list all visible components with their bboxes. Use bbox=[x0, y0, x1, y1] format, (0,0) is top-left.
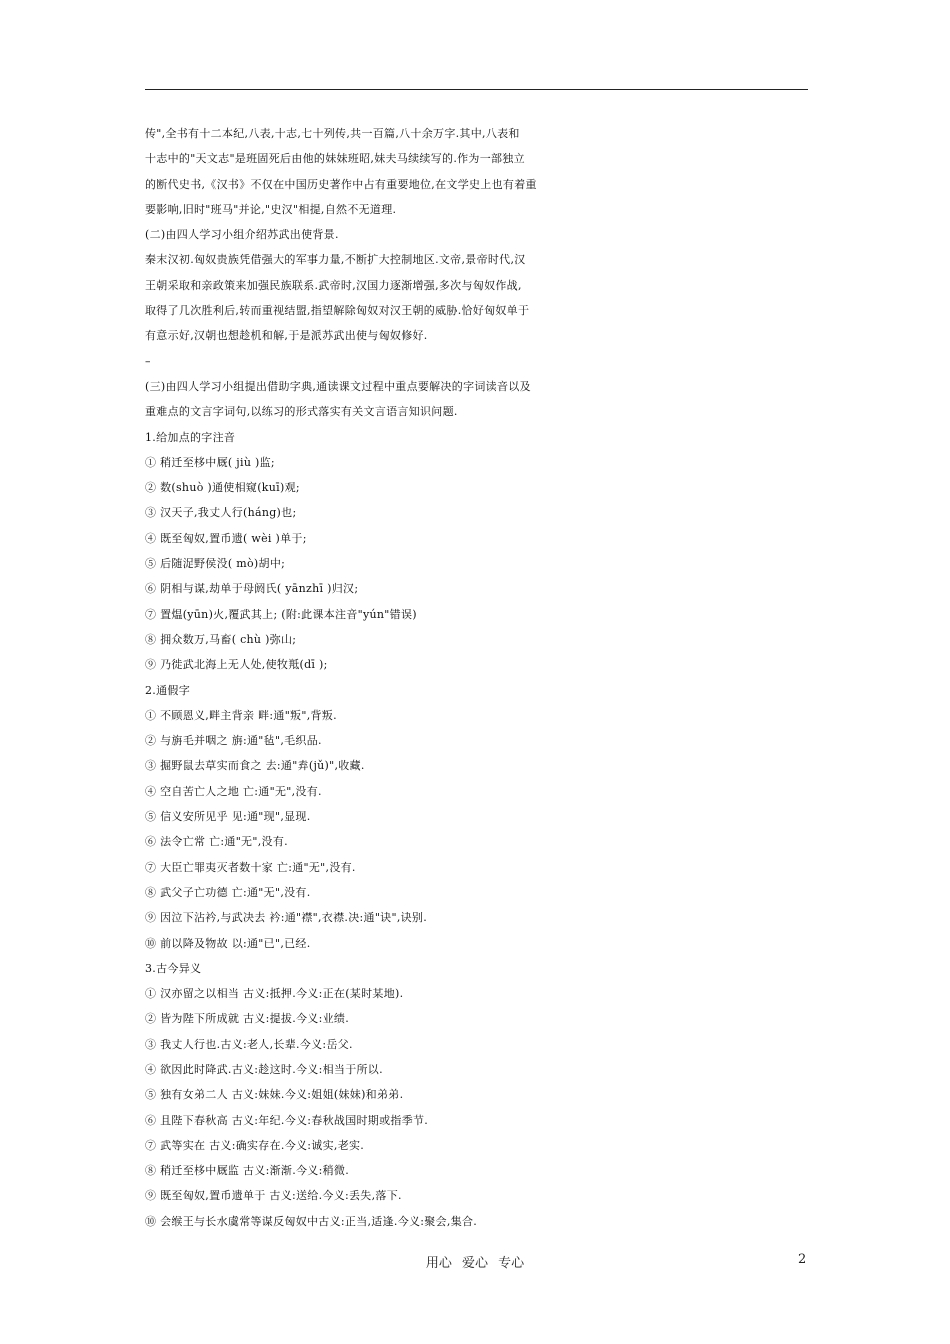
text-line: ⑧ 武父子亡功德 亡:通"无",没有. bbox=[145, 885, 311, 899]
text-line: 传",全书有十二本纪,八表,十志,七十列传,共一百篇,八十余万字.其中,八表和 bbox=[145, 127, 520, 140]
text-line: 的断代史书,《汉书》不仅在中国历史著作中占有重要地位,在文学史上也有着重 bbox=[145, 177, 537, 191]
page-number: 2 bbox=[798, 1252, 807, 1267]
text-line: ③ 掘野鼠去草实而食之 去:通"弆(jǔ)",收藏. bbox=[145, 759, 365, 773]
text-line: ② 皆为陛下所成就 古义:提拔.今义:业绩. bbox=[145, 1012, 349, 1026]
text-line: ⑨ 因泣下沾衿,与武决去 衿:通"襟",衣襟.决:通"诀",诀别. bbox=[145, 911, 428, 925]
text-line: ⑩ 会缑王与长水虞常等谋反匈奴中古义:正当,适逢.今义:聚会,集合. bbox=[145, 1214, 478, 1228]
text-line: ⑨ 既至匈奴,置币遗单于 古义:送给.今义:丢失,落下. bbox=[145, 1189, 402, 1203]
text-line: (三)由四人学习小组提出借助字典,通读课文过程中重点要解决的字词读音以及 bbox=[145, 379, 531, 393]
text-line: ⑦ 置煴(yūn)火,覆武其上; (附:此课本注音"yún"错误) bbox=[145, 607, 417, 621]
text-line: ④ 欲因此时降武.古义:趁这时.今义:相当于所以. bbox=[145, 1062, 383, 1076]
text-line: ③ 汉天子,我丈人行(háng)也; bbox=[145, 506, 297, 520]
text-line: ② 数(shuò )通使相窥(kuī)观; bbox=[145, 481, 300, 495]
text-line: ① 不顾恩义,畔主背亲 畔:通"叛",背叛. bbox=[145, 708, 337, 722]
text-line: ① 汉亦留之以相当 古义:抵押.今义:正在(某时某地). bbox=[145, 987, 404, 1001]
text-line: 十志中的"天文志"是班固死后由他的妹妹班昭,妹夫马续续写的.作为一部独立 bbox=[145, 152, 525, 166]
text-line: 3.古今异义 bbox=[145, 961, 202, 975]
text-line: ④ 既至匈奴,置币遗( wèi )单于; bbox=[145, 531, 307, 545]
text-line: ⑤ 信义安所见乎 见:通"现",显现. bbox=[145, 810, 311, 824]
text-line: ⑤ 后随浞野侯没( mò)胡中; bbox=[145, 557, 286, 571]
text-line: 有意示好,汉朝也想趁机和解,于是派苏武出使与匈奴修好. bbox=[145, 329, 428, 343]
text-line: ② 与旃毛并咽之 旃:通"毡",毛织品. bbox=[145, 734, 322, 748]
text-line: ⑩ 前以降及物故 以:通"已",已经. bbox=[145, 936, 311, 950]
text-line: ⑥ 法令亡常 亡:通"无",没有. bbox=[145, 835, 288, 849]
text-line: (二)由四人学习小组介绍苏武出使背景. bbox=[145, 228, 339, 242]
text-line: ⑥ 阴相与谋,劫单于母阏氏( yānzhī )归汉; bbox=[145, 582, 359, 596]
text-line: ⑤ 独有女弟二人 古义:妹妹.今义:姐姐(妹妹)和弟弟. bbox=[145, 1088, 404, 1102]
text-line: ⑧ 稍迁至栘中厩监 古义:渐渐.今义:稍微. bbox=[145, 1164, 349, 1178]
footer-text: 用心 爱心 专心 bbox=[425, 1256, 525, 1271]
text-line: 1.给加点的字注音 bbox=[145, 430, 236, 444]
document-body bbox=[145, 121, 815, 1234]
text-line: ⑥ 且陛下春秋高 古义:年纪.今义:春秋战国时期或指季节. bbox=[145, 1113, 429, 1127]
text-line: 2.通假字 bbox=[145, 683, 190, 697]
text-line: 重难点的文言字词句,以练习的形式落实有关文言语言知识问题. bbox=[145, 405, 458, 419]
text-line: 王朝采取和亲政策来加强民族联系.武帝时,汉国力逐渐增强,多次与匈奴作战, bbox=[145, 278, 522, 292]
text-line: 要影响,旧时"班马"并论,"史汉"相提,自然不无道理. bbox=[145, 202, 397, 216]
text-line: ⑧ 拥众数万,马畜( chù )弥山; bbox=[145, 632, 297, 646]
text-line: 取得了几次胜利后,转而重视结盟,指望解除匈奴对汉王朝的威胁.恰好匈奴单于 bbox=[145, 304, 530, 318]
text-line: ① 稍迁至栘中厩( jiù )监; bbox=[145, 455, 275, 469]
text-line: 秦末汉初.匈奴贵族凭借强大的军事力量,不断扩大控制地区.文帝,景帝时代,汉 bbox=[145, 253, 526, 267]
text-line: ⑨ 乃徙武北海上无人处,使牧羝(dī ); bbox=[145, 658, 328, 672]
text-line: – bbox=[145, 354, 151, 368]
header-rule bbox=[145, 89, 808, 90]
text-line: ③ 我丈人行也.古义:老人,长辈.今义:岳父. bbox=[145, 1037, 353, 1051]
text-line: ⑦ 大臣亡罪夷灭者数十家 亡:通"无",没有. bbox=[145, 860, 356, 874]
text-line: ④ 空自苦亡人之地 亡:通"无",没有. bbox=[145, 784, 322, 798]
text-line: ⑦ 武等实在 古义:确实存在.今义:诚实,老实. bbox=[145, 1138, 365, 1152]
